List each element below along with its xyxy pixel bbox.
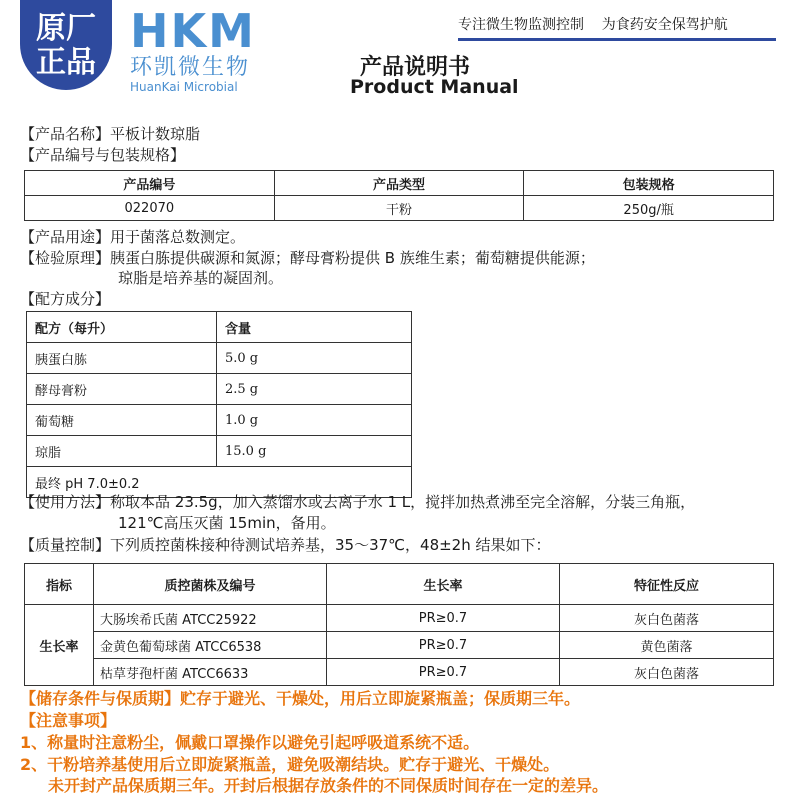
ph-cell: 最终 pH 7.0±0.2: [27, 467, 412, 498]
table-cell: 5.0 g: [217, 343, 412, 374]
table-header-row: [25, 171, 774, 196]
badge-line-2: 正品: [36, 45, 96, 80]
purpose-line: 【产品用途】用于菌落总数测定。: [20, 228, 246, 246]
table-row: [27, 343, 412, 374]
table-header-cell: 产品编号: [25, 171, 275, 196]
table-row: [25, 632, 774, 659]
table-cell: 葡萄糖: [27, 405, 217, 436]
caution-item-1: 1、称量时注意粉尘，佩戴口罩操作以避免引起呼吸道系统不适。: [20, 733, 480, 752]
table-header-cell: 特征性反应: [560, 564, 774, 605]
table-cell: 琼脂: [27, 436, 217, 467]
table-cell: 黄色菌落: [560, 632, 774, 659]
table-cell: 大肠埃希氏菌 ATCC25922: [94, 605, 327, 632]
logo-english-name: HuanKai Microbial: [130, 80, 238, 94]
table-cell: 15.0 g: [217, 436, 412, 467]
table-header-cell: 含量: [217, 312, 412, 343]
formula-table: [26, 311, 412, 498]
caution-item-2: 2、干粉培养基使用后立即旋紧瓶盖，避免吸潮结块。贮存于避光、干燥处。: [20, 755, 560, 774]
table-cell: 2.5 g: [217, 374, 412, 405]
company-logo: [130, 6, 256, 94]
table-header-row: [25, 564, 774, 605]
caution-title: 【注意事项】: [20, 711, 117, 730]
product-spec-table: [24, 170, 774, 221]
caution-item-3: 未开封产品保质期三年。开封后根据存放条件的不同保质时间存在一定的差异。: [48, 776, 609, 795]
table-cell: PR≥0.7: [327, 632, 560, 659]
badge-line-1: 原厂: [36, 11, 96, 46]
table-cell: 022070: [25, 196, 275, 221]
table-row: [25, 659, 774, 686]
table-header-cell: 指标: [25, 564, 94, 605]
table-header-cell: 生长率: [327, 564, 560, 605]
table-cell: 枯草芽孢杆菌 ATCC6633: [94, 659, 327, 686]
table-cell: 250g/瓶: [524, 196, 774, 221]
slogan: 专注微生物监测控制 为食药安全保驾护航: [458, 17, 728, 33]
table-cell: 酵母膏粉: [27, 374, 217, 405]
table-cell: PR≥0.7: [327, 659, 560, 686]
table-row: [27, 405, 412, 436]
table-row: [25, 605, 774, 632]
row-head-cell: 生长率: [25, 605, 94, 686]
table-header-cell: 配方（每升）: [27, 312, 217, 343]
logo-chinese-name: 环凯微生物: [130, 55, 251, 80]
table-cell: 干粉: [274, 196, 524, 221]
qc-line: 【质量控制】下列质控菌株接种待测试培养基，35～37℃，48±2h 结果如下：: [20, 536, 551, 554]
table-row: [27, 436, 412, 467]
table-row: [27, 374, 412, 405]
table-header-cell: 质控菌株及编号: [94, 564, 327, 605]
table-cell: 1.0 g: [217, 405, 412, 436]
table-header-cell: 产品类型: [274, 171, 524, 196]
product-name-line: 【产品名称】平板计数琼脂: [20, 125, 201, 143]
principle-line-2: 琼脂是培养基的凝固剂。: [118, 269, 284, 287]
slogan-underline: [458, 38, 776, 41]
genuine-badge: [20, 0, 112, 90]
product-code-line: 【产品编号与包装规格】: [20, 146, 186, 164]
table-cell: 灰白色菌落: [560, 659, 774, 686]
principle-line-1: 【检验原理】胰蛋白胨提供碳源和氮源；酵母膏粉提供 B 族维生素；葡萄糖提供能源；: [20, 249, 595, 267]
manual-title-cn: 产品说明书: [360, 55, 471, 80]
qc-table: [24, 563, 774, 686]
table-cell: 金黄色葡萄球菌 ATCC6538: [94, 632, 327, 659]
table-row: [25, 196, 774, 221]
method-line-1: 【使用方法】称取本品 23.5g，加入蒸馏水或去离子水 1 L，搅拌加热煮沸至完全溶解，分装三角瓶，: [20, 493, 696, 511]
formula-label: 【配方成分】: [20, 290, 111, 308]
table-header-row: [27, 312, 412, 343]
table-cell: 胰蛋白胨: [27, 343, 217, 374]
table-header-cell: 包装规格: [524, 171, 774, 196]
table-cell: PR≥0.7: [327, 605, 560, 632]
table-cell: 灰白色菌落: [560, 605, 774, 632]
manual-title-en: Product Manual: [350, 76, 519, 98]
storage-line: 【储存条件与保质期】贮存于避光、干燥处，用后立即旋紧瓶盖；保质期三年。: [20, 689, 581, 708]
method-line-2: 121℃高压灭菌 15min，备用。: [118, 514, 336, 532]
logo-mark: HKM: [130, 4, 256, 58]
